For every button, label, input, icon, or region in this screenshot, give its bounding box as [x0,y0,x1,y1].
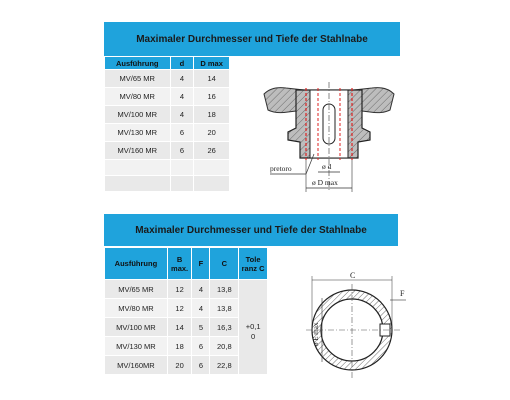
table2-cell: MV/160MR [105,356,168,375]
table2-cell: 4 [192,280,210,299]
table2-header-toleranz: Tole ranz C [239,248,268,280]
emax-label: ø E max [312,322,320,346]
table1-cell-empty [194,160,230,176]
table2-header-row [105,248,268,280]
table1-cell: 4 [170,106,194,124]
table2-cell: 13,8 [210,299,239,318]
table1-cell-empty [170,160,194,176]
table2-cell: 4 [192,299,210,318]
table2-cell: 13,8 [210,280,239,299]
table2-header-b: B max. [167,248,192,280]
table2-cell: 20 [167,356,192,375]
table1-cell: MV/65 MR [105,70,171,88]
table1-cell: 20 [194,124,230,142]
dmax-label: ø D max [312,178,338,187]
table-row [105,280,268,299]
table2-cell: 14 [167,318,192,337]
table-row [105,88,230,106]
table2-title-banner [104,214,398,246]
table2-cell: 12 [167,299,192,318]
d-label: ø d [322,162,332,171]
table1-cell: MV/80 MR [105,88,171,106]
table1-cell-empty [105,176,171,192]
table1-cell-empty [105,160,171,176]
table1-cell: 4 [170,70,194,88]
pretoro-label: pretoro [270,164,292,173]
table2-cell: 20,8 [210,337,239,356]
table1-cell: 4 [170,88,194,106]
table1-cell-empty [194,176,230,192]
table2 [104,247,268,375]
table1 [104,56,230,192]
table-row-empty [105,176,230,192]
tolerance-value: +0,1 0 [245,322,261,341]
table1-cell-empty [170,176,194,192]
table2-cell: 16,3 [210,318,239,337]
table1-cell: MV/130 MR [105,124,171,142]
table1-cell: 26 [194,142,230,160]
table1-cell: 14 [194,70,230,88]
table1-title-banner [104,22,400,56]
table1-cell: MV/100 MR [105,106,171,124]
table2-cell: 12 [167,280,192,299]
table1-cell: 18 [194,106,230,124]
table1-header-d: d [170,57,194,70]
ring-section-drawing [296,270,416,388]
table1-cell: 6 [170,142,194,160]
c-label: C [350,271,356,280]
table2-title: Maximaler Durchmesser und Tiefe der Stahlnabe [135,224,367,236]
table2-header-ausfuehrung: Ausführung [105,248,168,280]
table1-cell: 16 [194,88,230,106]
table2-cell: MV/65 MR [105,280,168,299]
table-row [105,106,230,124]
table2-tolerance-cell [239,280,268,375]
table1-header-dmax: D max [194,57,230,70]
table1-cell: MV/160 MR [105,142,171,160]
table1-header-row [105,57,230,70]
table-row-empty [105,160,230,176]
table2-cell: MV/80 MR [105,299,168,318]
table-row [105,124,230,142]
table2-cell: 5 [192,318,210,337]
table2-header-c: C [210,248,239,280]
table2-header-f: F [192,248,210,280]
table1-title: Maximaler Durchmesser und Tiefe der Stahlnabe [136,33,368,45]
f-label: F [400,289,405,298]
table2-cell: 6 [192,337,210,356]
table1-header-ausfuehrung: Ausführung [105,57,171,70]
table2-cell: 22,8 [210,356,239,375]
table2-cell: 6 [192,356,210,375]
hub-section-drawing [262,82,396,198]
table-row [105,142,230,160]
table2-cell: MV/100 MR [105,318,168,337]
table1-cell: 6 [170,124,194,142]
table2-cell: 18 [167,337,192,356]
table-row [105,70,230,88]
table2-cell: MV/130 MR [105,337,168,356]
